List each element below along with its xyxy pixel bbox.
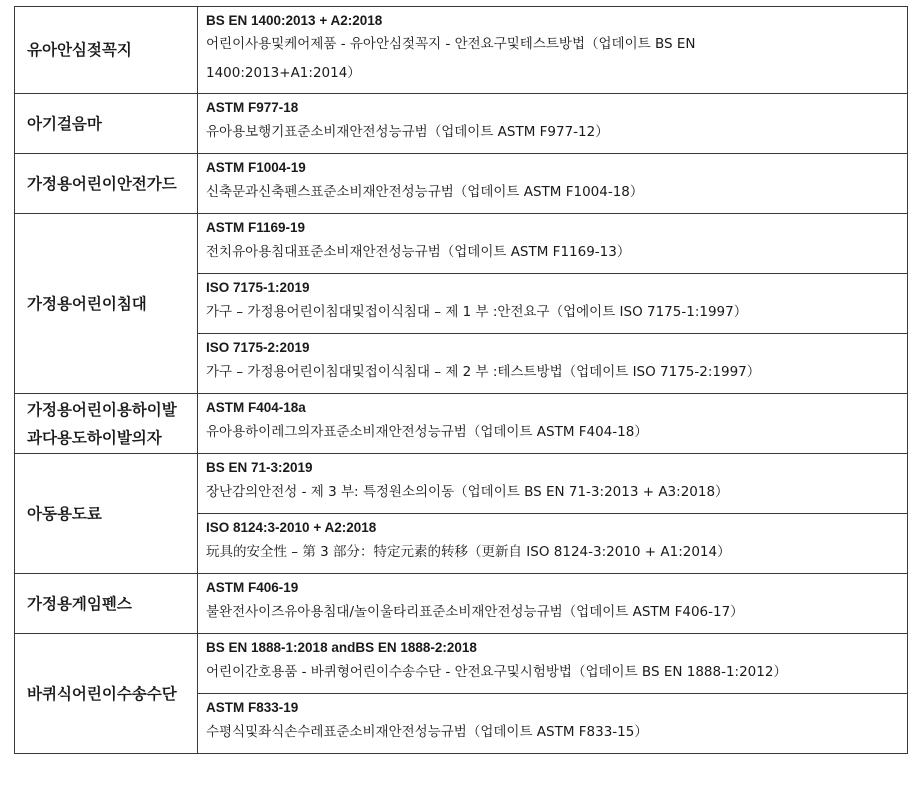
standard-code: BS EN 1888-1:2018 andBS EN 1888-2:2018 <box>206 640 477 655</box>
standard-description-line: 수평식및좌식손수레표준소비재안전성능규범（업데이트 ASTM F833-15） <box>206 724 648 740</box>
category-label: 아동용도료 <box>27 504 102 523</box>
standard-description <box>206 597 901 628</box>
category-label: 가정용어린이안전가드 <box>27 174 177 193</box>
standard-description-line: 玩具的安全性 – 第 3 部分：特定元素的转移（更新自 ISO 8124-3:2010 + A1:2014） <box>206 544 731 560</box>
table-row <box>15 454 908 514</box>
standard-description-line: 어린이사용및케어제품 - 유아안심젖꼭지 - 안전요구및테스트방법（업데이트 BS EN <box>206 36 696 52</box>
standard-entry-cell <box>198 154 908 214</box>
standard-code: ISO 7175-1:2019 <box>206 280 310 295</box>
standard-description <box>206 117 901 148</box>
standard-entry-cell <box>198 94 908 154</box>
category-cell <box>15 574 198 634</box>
standard-code: ASTM F977-18 <box>206 100 299 115</box>
standard-description <box>206 717 901 748</box>
standard-code: ASTM F404-18a <box>206 400 306 415</box>
standard-description <box>206 177 901 208</box>
standard-entry-cell <box>198 214 908 274</box>
standard-description <box>206 657 901 688</box>
table-row <box>15 634 908 694</box>
standard-code: BS EN 1400:2013 + A2:2018 <box>206 13 383 28</box>
standard-description <box>206 297 901 328</box>
standard-description-line: 장난감의안전성 - 제 3 부: 특정원소의이동（업데이트 BS EN 71-3:2013 + A3:2018） <box>206 484 729 500</box>
category-label: 가정용게임펜스 <box>27 594 132 613</box>
standard-description <box>206 417 901 448</box>
standards-table-body <box>15 7 908 754</box>
category-cell <box>15 154 198 214</box>
category-label: 가정용어린이용하이발 <box>27 400 177 419</box>
standard-entry-cell <box>198 514 908 574</box>
standard-description-line: 가구 – 가정용어린이침대및접이식침대 – 제 1 부 :안전요구（업에이트 ISO 7175-1:1997） <box>206 304 748 320</box>
standard-code: BS EN 71-3:2019 <box>206 460 313 475</box>
standard-description-line: 신축문과신축펜스표준소비재안전성능규범（업데이트 ASTM F1004-18） <box>206 184 644 200</box>
category-label: 아기걸음마 <box>27 114 102 133</box>
standard-description <box>206 30 901 88</box>
table-row <box>15 214 908 274</box>
standard-description-line: 1400:2013+A1:2014） <box>206 65 361 81</box>
table-row <box>15 154 908 214</box>
category-cell <box>15 214 198 394</box>
standard-code: ASTM F406-19 <box>206 580 299 595</box>
category-label: 과다용도하이발의자 <box>27 428 162 447</box>
category-cell <box>15 634 198 754</box>
category-cell <box>15 394 198 454</box>
standard-code: ISO 8124:3-2010 + A2:2018 <box>206 520 377 535</box>
standard-entry-cell <box>198 694 908 754</box>
standard-entry-cell <box>198 7 908 94</box>
standard-description-line: 전치유아용침대표준소비재안전성능규범（업데이트 ASTM F1169-13） <box>206 244 631 260</box>
standard-entry-cell <box>198 634 908 694</box>
category-label: 유아안심젖꼭지 <box>27 41 132 59</box>
standard-description <box>206 357 901 388</box>
standard-entry-cell <box>198 574 908 634</box>
standard-entry-cell <box>198 274 908 334</box>
category-label: 가정용어린이침대 <box>27 294 147 313</box>
standard-description <box>206 477 901 508</box>
table-row <box>15 574 908 634</box>
standard-entry-cell <box>198 394 908 454</box>
standard-entry-cell <box>198 454 908 514</box>
table-row <box>15 94 908 154</box>
table-row <box>15 7 908 94</box>
category-cell <box>15 7 198 94</box>
standard-description-line: 가구 – 가정용어린이침대및접이식침대 – 제 2 부 :테스트방법（업데이트 ISO 7175-2:1997） <box>206 364 761 380</box>
standard-code: ISO 7175-2:2019 <box>206 340 310 355</box>
category-cell <box>15 94 198 154</box>
standard-description-line: 유아용하이레그의자표준소비재안전성능규범（업데이트 ASTM F404-18） <box>206 424 648 440</box>
standard-code: ASTM F1169-19 <box>206 220 306 235</box>
standard-description-line: 어린이간호용품 - 바퀴형어린이수송수단 - 안전요구및시험방법（업데이트 BS EN 1888-1:2012） <box>206 664 787 680</box>
standard-entry-cell <box>198 334 908 394</box>
category-label: 바퀴식어린이수송수단 <box>27 684 177 703</box>
standards-table <box>14 6 908 754</box>
standard-code: ASTM F833-19 <box>206 700 299 715</box>
standard-description <box>206 237 901 268</box>
standard-description-line: 불완전사이즈유아용침대/놀이울타리표준소비재안전성능규범（업데이트 ASTM F406-17） <box>206 604 744 620</box>
table-row <box>15 394 908 454</box>
standard-description <box>206 537 901 568</box>
standard-code: ASTM F1004-19 <box>206 160 306 175</box>
standard-description-line: 유아용보행기표준소비재안전성능규범（업데이트 ASTM F977-12） <box>206 124 609 140</box>
category-cell <box>15 454 198 574</box>
